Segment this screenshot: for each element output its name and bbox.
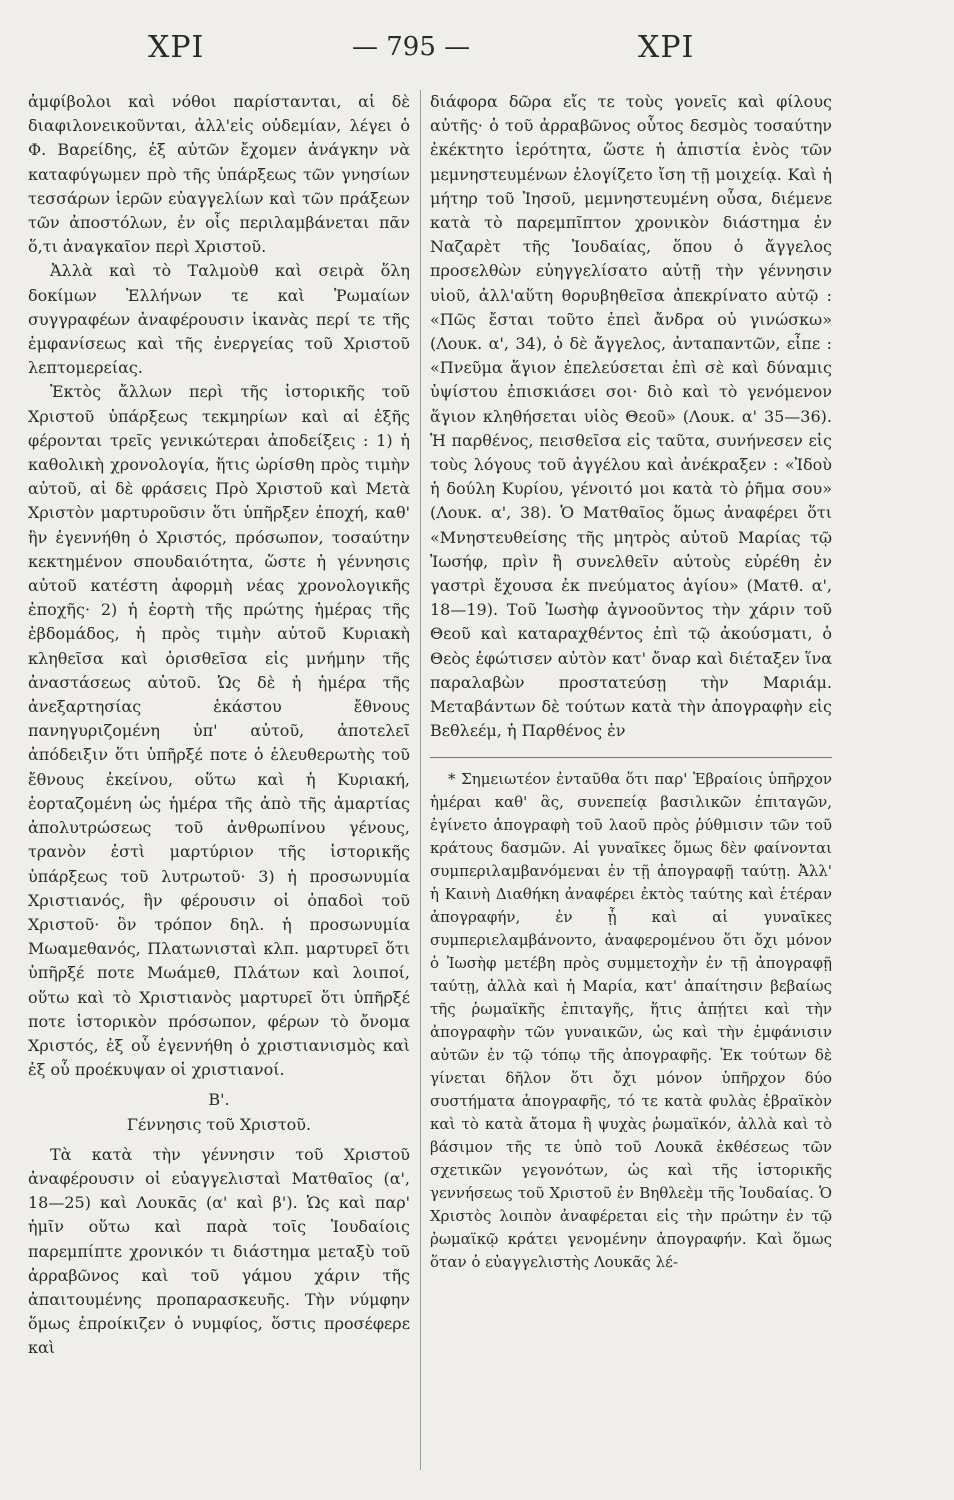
running-head-left: ΧΡΙ: [148, 30, 205, 65]
paragraph: Τὰ κατὰ τὴν γέννησιν τοῦ Χριστοῦ ἀναφέρουσιν οἱ εὐαγγελισταὶ Ματθαῖος (α', 18—25) καὶ Λουκᾶς (α' καὶ β'). Ὡς καὶ παρ' ἡμῖν οὕτω καὶ παρὰ τοῖς Ἰουδαίοις παρεμπίπτε χρονικόν τι διάστημα μεταξὺ τοῦ ἀρραβῶνος καὶ τοῦ γάμου χάριν τῆς ἀπαιτουμένης προπαρασκευῆς. Τὴν νύμφην ὅμως ἐπροίκιζεν ὁ νυμφίος, ὅστις προσέφερε καὶ: [28, 1144, 410, 1358]
column-divider: [420, 90, 421, 1470]
paragraph: διάφορα δῶρα εἴς τε τοὺς γονεῖς καὶ φίλους αὐτῆς· ὁ τοῦ ἀρραβῶνος οὗτος δεσμὸς τοσαύτην ἐκέκτητο ἱερότητα, ὥστε ἡ ἀπιστία ἑνὸς τῶν μεμνηστευμένων ἐλογίζετο ἴση τῇ μοιχείᾳ. Καὶ ἡ μήτηρ τοῦ Ἰησοῦ, μεμνηστευμένη οὖσα, διέμενε κατὰ τὸ παρεμπῖπτον χρονικὸν διάστημα ἐν Ναζαρὲτ τῆς Ἰουδαίας, ὅπου ὁ ἄγγελος προσελθὼν εὐηγγελίσατο αὐτῇ τὴν γέννησιν υἱοῦ, ἀλλ'αὕτη θορυβηθεῖσα ἀπεκρίνατο αὐτῷ : «Πῶς ἔσται τοῦτο ἐπεὶ ἄνδρα οὐ γινώσκω» (Λουκ. α', 34), ὁ δὲ ἄγγελος, ἀνταπαντῶν, εἶπε : «Πνεῦμα ἅγιον ἐπελεύσεται ἐπὶ σὲ καὶ δύναμις ὑψίστου ἐπισκιάσει σοι· διὸ καὶ τὸ γενόμενον ἅγιον κληθήσεται υἱὸς Θεοῦ» (Λουκ. α' 35—36). Ἡ παρθένος, πεισθεῖσα εἰς ταῦτα, συνήνεσεν εἰς τοὺς λόγους τοῦ ἀγγέλου καὶ ἀνέκραξεν : «Ἰδοὺ ἡ δούλη Κυρίου, γένοιτό μοι κατὰ τὸ ῥῆμα σου» (Λουκ. α', 38). Ὁ Ματθαῖος ὅμως ἀναφέρει ὅτι «Μνηστευθείσης τῆς μητρὸς αὐτοῦ Μαρίας τῷ Ἰωσήφ, πρὶν ἢ συνελθεῖν αὐτοὺς εὑρέθη ἐν γαστρὶ ἔχουσα ἐκ πνεύματος ἁγίου» (Ματθ. α', 18—19). Τοῦ Ἰωσὴφ ἀγνοοῦντος τὴν χάριν τοῦ Θεοῦ καὶ καταραχθέντος ἐπὶ τῷ ἀκούσματι, ὁ Θεὸς ἐφώτισεν αὐτὸν κατ' ὄναρ καὶ διέταξεν ἵνα παραλαβὼν προστατεύσῃ τὴν Μαριάμ. Μεταβάντων δὲ τούτων κατὰ τὴν ἀπογραφὴν εἰς Βεθλεέμ, ἡ Παρθένος ἐν: [430, 92, 832, 741]
page-number: — 795 —: [352, 32, 471, 62]
paragraph: Ἀλλὰ καὶ τὸ Ταλμοὺθ καὶ σειρὰ ὅλη δοκίμων Ἑλλήνων τε καὶ Ῥωμαίων συγγραφέων ἀναφέρουσιν ἱκανὰς περί τε τῆς ἐμφανίσεως καὶ τῆς ἐνεργείας τοῦ Χριστοῦ λεπτομερείας.: [28, 261, 410, 378]
section-number: Β'.: [208, 1090, 230, 1110]
paragraph: ἀμφίβολοι καὶ νόθοι παρίστανται, αἱ δὲ διαφιλονεικοῦνται, ἀλλ'εἰς οὐδεμίαν, λέγει ὁ Φ. Βαρείδης, ἐξ αὐτῶν ἔχομεν ἀνάγκην νὰ καταφύγωμεν πρὸ τῆς ὑπάρξεως τῶν γνησίων τεσσάρων ἱερῶν εὐαγγελίων καὶ τῶν πράξεων τῶν ἀποστόλων, ἐν οἷς περιλαμβάνεται πᾶν ὅ,τι ἀναγκαῖον περὶ Χριστοῦ.: [28, 92, 410, 257]
page-header: [0, 30, 954, 74]
footnote-divider: [430, 757, 832, 758]
footnote-text: * Σημειωτέον ἐνταῦθα ὅτι παρ' Ἑβραίοις ὑπῆρχον ἡμέραι καθ' ἃς, συνεπείᾳ βασιλικῶν ἐπιταγῶν, ἐγίνετο ἀπογραφὴ τοῦ λαοῦ πρὸς ῥύθμισιν τῶν τοῦ κράτους δασμῶν. Αἱ γυναῖκες ὅμως δὲν φαίνονται συμπεριλαμβανόμεναι ἐν τῇ ἀπογραφῇ ταύτῃ. Ἀλλ' ἡ Καινὴ Διαθήκη ἀναφέρει ἐκτὸς ταύτης καὶ ἑτέραν ἀπογραφήν, ἐν ᾗ καὶ αἱ γυναῖκες συμπεριελαμβάνοντο, ἀναφερομένου ὅτι ὄχι μόνον ὁ Ἰωσὴφ μετέβη πρὸς συμμετοχὴν ἐν τῇ ἀπογραφῇ ταύτῃ, ἀλλὰ καὶ ἡ Μαρία, κατ' ἀπαίτησιν βεβαίως τῆς ῥωμαϊκῆς ἐπιταγῆς, ἥτις ἀπῄτει καὶ τὴν ἀπογραφὴν τῶν γυναικῶν, ὡς καὶ τὴν ἐμφάνισιν αὐτῶν ἐν τῷ τόπῳ τῆς ἀπογραφῆς. Ἐκ τούτων δὲ γίνεται δῆλον ὅτι ὄχι μόνον ὑπῆρχον δύο συστήματα ἀπογραφῆς, τό τε κατὰ φυλὰς ἑβραϊκὸν καὶ τὸ κατὰ ἄτομα ἢ ψυχὰς ῥωμαϊκόν, ἀλλὰ καὶ τὸ βάσιμον τῆς τε ὑπὸ τοῦ Λουκᾶ ἐκθέσεως τῶν σχετικῶν γεγονότων, ὡς καὶ τῆς ἱστορικῆς γεννήσεως τοῦ Χριστοῦ ἐν Βηθλεὲμ τῆς Ἰουδαίας. Ὁ Χριστὸς λοιπὸν ἀναφέρεται εἰς τὴν πρώτην ἐν τῷ ῥωμαϊκῷ κράτει γενομένην ἀπογραφήν. Καὶ ὅμως ὅταν ὁ εὐαγγελιστὴς Λουκᾶς λέ-: [430, 770, 832, 1272]
running-head-right: ΧΡΙ: [638, 30, 695, 65]
left-column: [28, 90, 410, 1361]
section-title: Γέννησις τοῦ Χριστοῦ.: [126, 1114, 312, 1134]
paragraph: Ἐκτὸς ἄλλων περὶ τῆς ἱστορικῆς τοῦ Χριστοῦ ὑπάρξεως τεκμηρίων καὶ αἱ ἑξῆς φέρονται τρεῖς γενικώτεραι ἀποδείξεις : 1) ἡ καθολικὴ χρονολογία, ἥτις ὡρίσθη πρὸς τιμὴν αὐτοῦ, αἱ δὲ φράσεις Πρὸ Χριστοῦ καὶ Μετὰ Χριστὸν μαρτυροῦσιν ὅτι ὑπῆρξεν ἐποχή, καθ' ἣν ἐγεννήθη ὁ Χριστός, πρόσωπον, τοσαύτην κεκτημένον σπουδαιότητα, ὥστε ἡ γέννησις αὐτοῦ κατέστη ἀφορμὴ νέας χρονολογικῆς ἐποχῆς· 2) ἡ ἑορτὴ τῆς πρώτης ἡμέρας τῆς ἑβδομάδος, ἡ πρὸς τιμὴν αὐτοῦ Κυριακὴ κληθεῖσα καὶ ὁρισθεῖσα εἰς μνήμην τῆς ἀναστάσεως αὐτοῦ. Ὡς δὲ ἡ ἡμέρα τῆς ἀνεξαρτησίας ἑκάστου ἔθνους πανηγυριζομένη ὑπ' αὐτοῦ, ἀποτελεῖ ἀπόδειξιν ὅτι ὑπῆρξέ ποτε ὁ ἐλευθερωτὴς τοῦ ἔθνους ἐκείνου, οὕτω καὶ ἡ Κυριακή, ἑορταζομένη ὡς ἡμέρα τῆς ἀπὸ τῆς ἁμαρτίας ἀπολυτρώσεως τοῦ ἀνθρωπίνου γένους, τρανὸν ἐστὶ μαρτύριον τῆς ἱστορικῆς ὑπάρξεως τοῦ λυτρωτοῦ· 3) ἡ προσωνυμία Χριστιανός, ἣν φέρουσιν οἱ ὀπαδοὶ τοῦ Χριστοῦ· ὃν τρόπον δηλ. ἡ προσωνυμία Μωαμεθανός, Πλατωνισταὶ κλπ. μαρτυρεῖ ὅτι ὑπῆρξέ ποτε Μωάμεθ, Πλάτων καὶ λοιποί, οὕτω καὶ τὸ Χριστιανὸς μαρτυρεῖ ὅτι ὑπῆρξέ ποτε ἱστορικὸν πρόσωπον, φέρων τὸ ὄνομα Χριστός, ἐξ οὗ ἐγεννήθη ὁ χριστιανισμὸς καὶ ἐξ οὗ προέκυψαν οἱ χριστιανοί.: [28, 382, 410, 1080]
right-column: [430, 90, 832, 1274]
footnote: [430, 768, 832, 1274]
